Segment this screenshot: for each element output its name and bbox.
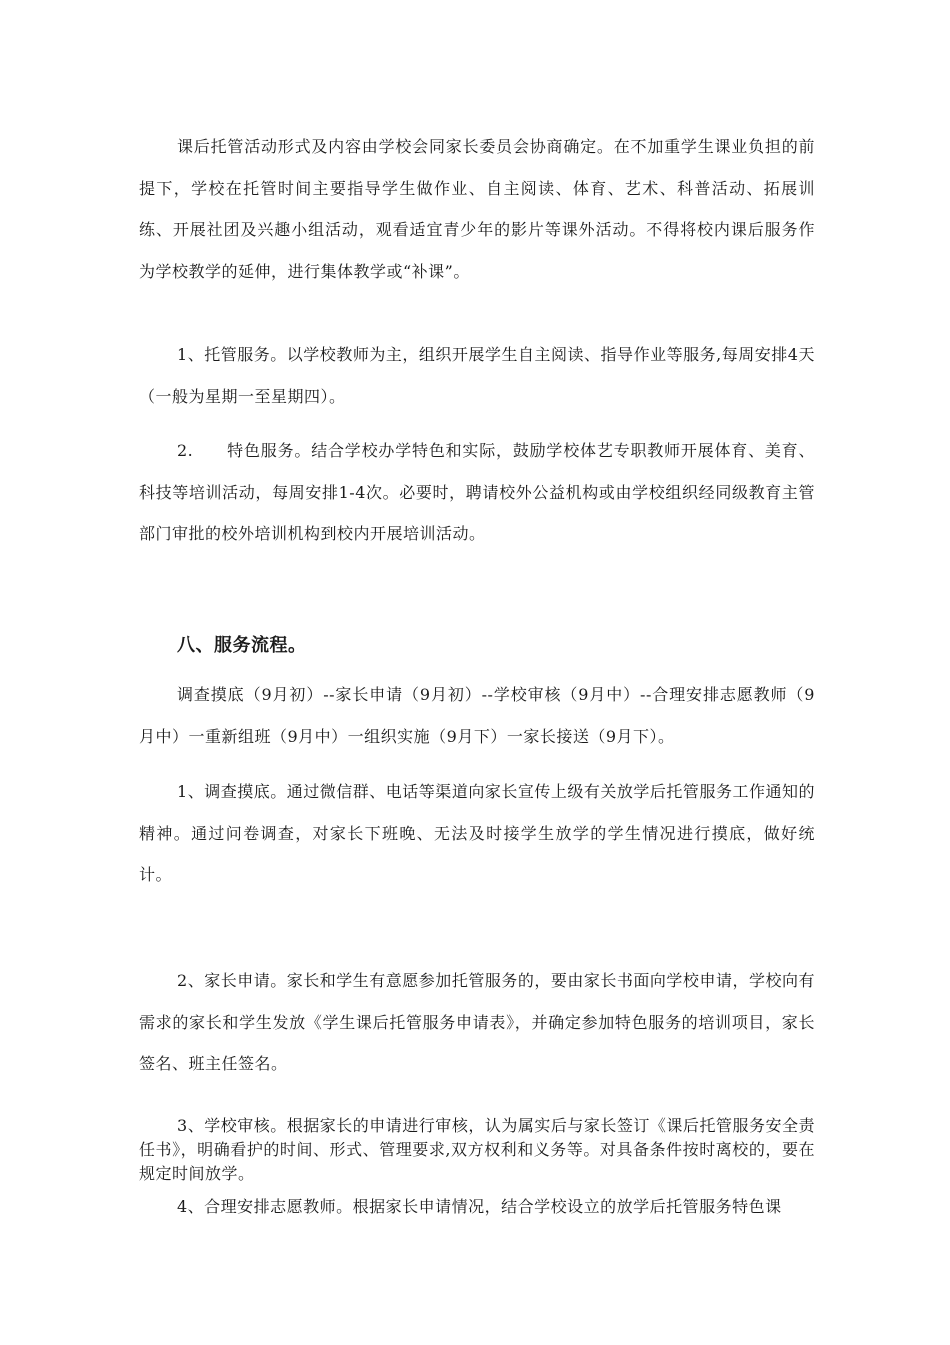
paragraph-school-review: 3、学校审核。根据家长的申请进行审核，认为属实后与家长签订《课后托管服务安全责任书》，明确看护的时间、形式、管理要求,双方权利和义务等。对具备条件按时离校的，要在规定时间放学。: [139, 1116, 815, 1183]
paragraph-special-service: 2. 特色服务。结合学校办学特色和实际，鼓励学校体艺专职教师开展体育、美育、科技等培训活动，每周安排1-4次。必要时，聘请校外公益机构或由学校组织经同级教育主管部门审批的校外培训机构到校内开展培训活动。: [139, 441, 815, 543]
paragraph-activity-content: 课后托管活动形式及内容由学校会同家长委员会协商确定。在不加重学生课业负担的前提下，学校在托管时间主要指导学生做作业、自主阅读、体育、艺术、科普活动、拓展训练、开展社团及兴趣小组活动，观看适宜青少年的影片等课外活动。不得将校内课后服务作为学校教学的延伸，进行集体教学或“补课”。: [139, 137, 815, 281]
section-heading: 八、服务流程。: [177, 635, 307, 656]
paragraph-survey: 1、调查摸底。通过微信群、电话等渠道向家长宣传上级有关放学后托管服务工作通知的精神。通过问卷调查，对家长下班晚、无法及时接学生放学的学生情况进行摸底，做好统计。: [139, 782, 815, 884]
paragraph-volunteer-teachers: 4、合理安排志愿教师。根据家长申请情况，结合学校设立的放学后托管服务特色课: [177, 1197, 782, 1216]
paragraph-process-flow: 调查摸底（9月初）--家长申请（9月初）--学校审核（9月中）--合理安排志愿教师（9月中）一重新组班（9月中）一组织实施（9月下）一家长接送（9月下）。: [139, 685, 815, 746]
paragraph-parent-application: 2、家长申请。家长和学生有意愿参加托管服务的，要由家长书面向学校申请，学校向有需求的家长和学生发放《学生课后托管服务申请表》，并确定参加特色服务的培训项目，家长签名、班主任签名。: [139, 971, 815, 1073]
paragraph-custody-service: 1、托管服务。以学校教师为主，组织开展学生自主阅读、指导作业等服务,每周安排4天（一般为星期一至星期四）。: [139, 345, 815, 406]
